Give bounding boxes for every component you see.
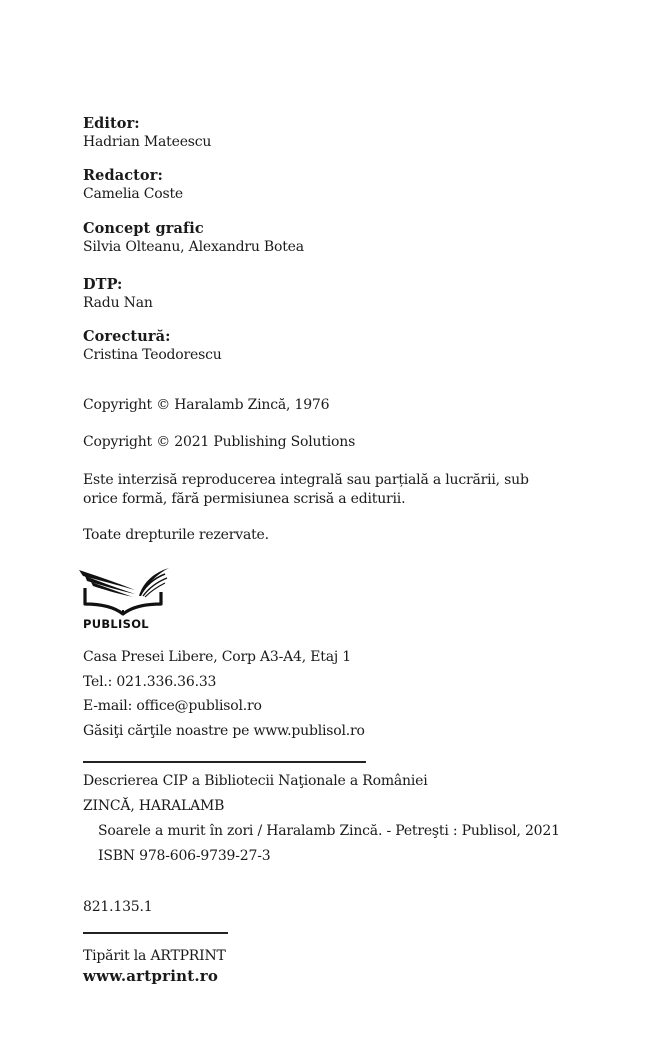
- credit-role-editor: Editor:: [83, 115, 140, 132]
- publisher-phone: Tel.: 021.336.36.33: [83, 674, 217, 690]
- credit-role-concept-grafic: Concept grafic: [83, 220, 204, 237]
- legal-notice: Este interzisă reproducerea integrală sau parțială a lucrării, sub orice formă, fără permisiunea scrisă a editurii.: [83, 472, 529, 507]
- divider-line: [83, 761, 366, 763]
- copyright-publisher: Copyright © 2021 Publishing Solutions: [83, 434, 356, 450]
- publisher-address: Casa Presei Libere, Corp A3-A4, Etaj 1: [83, 649, 351, 665]
- open-book-quill-icon: [77, 566, 172, 618]
- cip-isbn: ISBN 978-606-9739-27-3: [98, 848, 271, 864]
- copyright-author: Copyright © Haralamb Zincă, 1976: [83, 397, 330, 413]
- cip-author: ZINCĂ, HARALAMB: [83, 798, 225, 814]
- publisol-logo: [77, 566, 172, 636]
- credit-role-redactor: Redactor:: [83, 167, 163, 184]
- credit-name-corectura: Cristina Teodorescu: [83, 347, 222, 363]
- printer-website: www.artprint.ro: [83, 967, 219, 985]
- credit-name-editor: Hadrian Mateescu: [83, 134, 212, 150]
- printer-name: Tipărit la ARTPRINT: [83, 948, 226, 964]
- credit-role-dtp: DTP:: [83, 276, 123, 293]
- divider-line: [83, 932, 228, 934]
- publisher-website: Găsiţi cărţile noastre pe www.publisol.ro: [83, 723, 365, 739]
- publisher-email: E-mail: office@publisol.ro: [83, 698, 262, 714]
- cip-heading: Descrierea CIP a Bibliotecii Naţionale a României: [83, 773, 428, 789]
- credit-name-redactor: Camelia Coste: [83, 186, 184, 202]
- credit-name-concept-grafic: Silvia Olteanu, Alexandru Botea: [83, 239, 304, 255]
- credit-name-dtp: Radu Nan: [83, 295, 153, 311]
- rights-reserved: Toate drepturile rezervate.: [83, 527, 269, 543]
- credit-role-corectura: Corectură:: [83, 328, 171, 345]
- publisher-logo-text: PUBLISOL: [83, 617, 149, 631]
- cip-classification: 821.135.1: [83, 899, 153, 915]
- cip-title-line: Soarele a murit în zori / Haralamb Zincă. - Petreşti : Publisol, 2021: [98, 823, 560, 839]
